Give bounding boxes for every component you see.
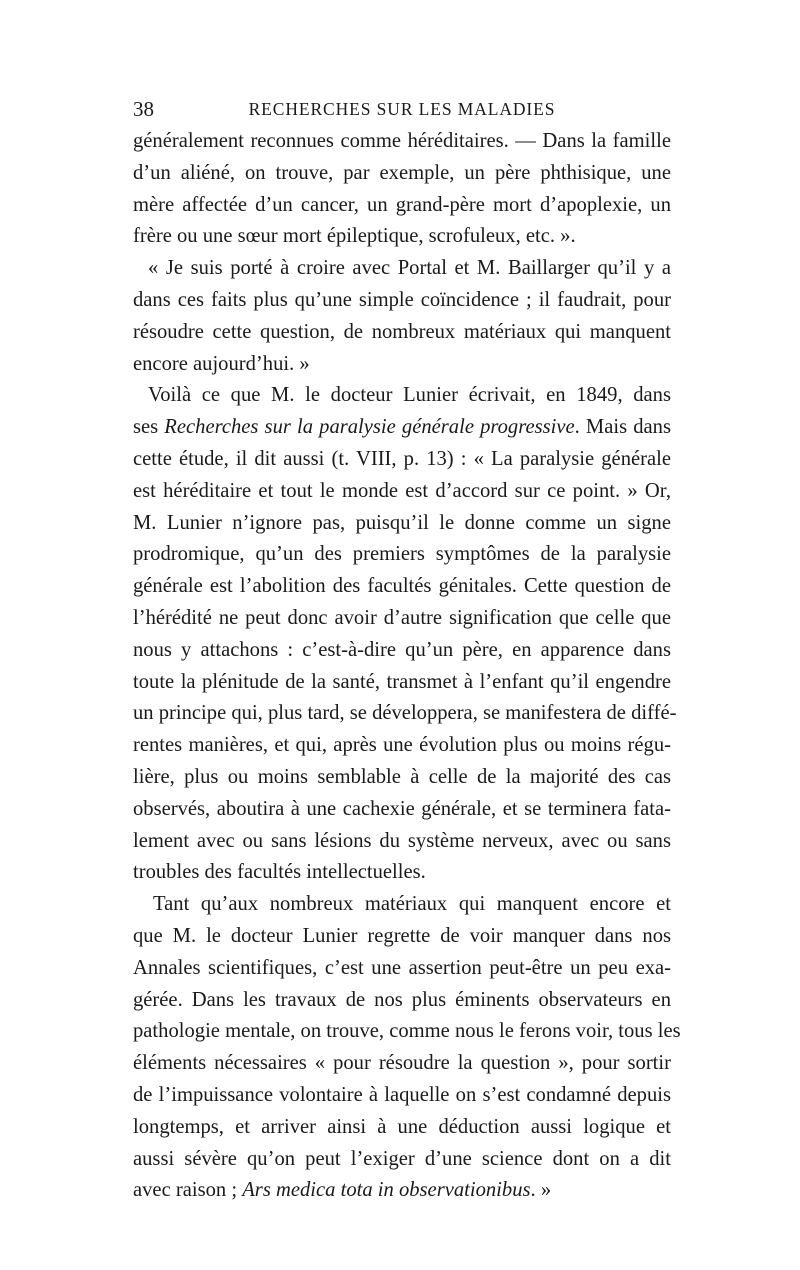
text-line xyxy=(133,412,671,444)
text-run: lement avec ou sans lésions du système nerveux, avec ou sans xyxy=(133,829,671,852)
text-line xyxy=(133,667,671,699)
text-run: prodromique, qu’un des premiers symptômes de la paralysie xyxy=(133,543,671,566)
text-line xyxy=(133,889,671,921)
text-run: nous y attachons : c’est-à-dire qu’un père, en apparence dans xyxy=(133,638,671,661)
text-run: de l’impuissance volontaire à laquelle on s’est condamné depuis xyxy=(133,1083,671,1106)
text-run: « Je suis porté à croire avec Portal et M. Baillarger qu’il y a xyxy=(148,257,671,280)
text-run: observés, aboutira à une cachexie générale, et se terminera fata- xyxy=(133,797,671,820)
text-line xyxy=(133,126,671,158)
text-run: d’un aliéné, on trouve, par exemple, un père phthisique, une xyxy=(133,161,671,184)
text-run: que M. le docteur Lunier regrette de voir manquer dans nos xyxy=(133,924,671,947)
text-run: troubles des facultés intellectuelles. xyxy=(133,861,426,884)
text-run: . » xyxy=(530,1179,552,1202)
text-run: longtemps, et arriver ainsi à une déduction aussi logique et xyxy=(133,1115,671,1138)
text-line xyxy=(133,953,671,985)
text-line xyxy=(133,635,671,667)
text-run: Annales scientifiques, c’est une assertion peut-être un peu exa- xyxy=(133,956,671,979)
text-line xyxy=(133,349,671,381)
text-run: M. Lunier n’ignore pas, puisqu’il le donne comme un signe xyxy=(133,511,671,534)
text-line xyxy=(133,571,671,603)
body-text xyxy=(133,126,681,1207)
text-run: rentes manières, et qui, après une évolution plus ou moins régu- xyxy=(133,734,671,757)
page-number: 38 xyxy=(133,97,154,121)
text-run: toute la plénitude de la santé, transmet à l’enfant qu’il engendre xyxy=(133,670,671,693)
text-run: Voilà ce que M. le docteur Lunier écrivait, en 1849, dans xyxy=(148,384,671,407)
text-run: . Mais dans xyxy=(574,416,671,439)
text-run: l’hérédité ne peut donc avoir d’autre signification que celle que xyxy=(133,606,671,629)
text-line xyxy=(133,985,671,1017)
italic-text: Recherches sur la paralysie générale progressive xyxy=(164,416,575,439)
text-run: lière, plus ou moins semblable à celle de la majorité des cas xyxy=(133,765,671,788)
text-run: gérée. Dans les travaux de nos plus éminents observateurs en xyxy=(133,988,671,1011)
text-line xyxy=(133,444,671,476)
text-run: généralement reconnues comme héréditaires. — Dans la famille xyxy=(133,130,671,152)
text-run: dans ces faits plus qu’une simple coïncidence ; il faudrait, pour xyxy=(133,288,671,311)
text-line xyxy=(133,826,671,858)
text-line xyxy=(133,508,671,540)
text-line xyxy=(133,539,671,571)
text-run: éléments nécessaires « pour résoudre la question », pour sortir xyxy=(133,1052,671,1075)
text-run: pathologie mentale, on trouve, comme nous le ferons voir, tous les xyxy=(133,1020,681,1043)
text-line xyxy=(133,317,671,349)
text-run: cette étude, il dit aussi (t. VIII, p. 13) : « La paralysie générale xyxy=(133,447,671,470)
text-line xyxy=(133,730,671,762)
italic-text: Ars medica tota in observationibus xyxy=(242,1179,531,1202)
text-line xyxy=(133,698,677,730)
text-line xyxy=(133,221,671,253)
text-line xyxy=(133,380,671,412)
text-line xyxy=(133,1048,671,1080)
text-line xyxy=(133,1080,671,1112)
text-line xyxy=(133,285,671,317)
text-run: Tant qu’aux nombreux matériaux qui manquent encore et xyxy=(153,893,671,916)
text-run: résoudre cette question, de nombreux matériaux qui manquent xyxy=(133,320,671,343)
text-line xyxy=(133,158,671,190)
text-line xyxy=(133,762,671,794)
text-run: frère ou une sœur mort épileptique, scrofuleux, etc. ». xyxy=(133,225,576,248)
running-head xyxy=(133,95,671,123)
text-run: encore aujourd’hui. » xyxy=(133,352,310,375)
text-run: générale est l’abolition des facultés génitales. Cette question de xyxy=(133,575,671,598)
text-line xyxy=(133,253,671,285)
text-line xyxy=(133,1144,671,1176)
text-line xyxy=(133,476,671,508)
text-line xyxy=(133,1112,671,1144)
text-line xyxy=(133,921,671,953)
text-line xyxy=(133,794,671,826)
text-run: avec raison ; xyxy=(133,1179,243,1202)
text-run: un principe qui, plus tard, se développera, se manifestera de diffé- xyxy=(133,702,677,725)
text-run: mère affectée d’un cancer, un grand-père mort d’apoplexie, un xyxy=(133,193,671,216)
text-line xyxy=(133,190,671,222)
text-line xyxy=(133,857,671,889)
text-line xyxy=(133,603,671,635)
text-line xyxy=(133,1016,681,1048)
text-line xyxy=(133,1175,671,1207)
running-title: RECHERCHES SUR LES MALADIES xyxy=(248,99,556,119)
text-run: ses xyxy=(133,416,165,439)
text-run: aussi sévère qu’on peut l’exiger d’une science dont on a dit xyxy=(133,1147,671,1170)
text-run: est héréditaire et tout le monde est d’accord sur ce point. » Or, xyxy=(133,479,671,502)
